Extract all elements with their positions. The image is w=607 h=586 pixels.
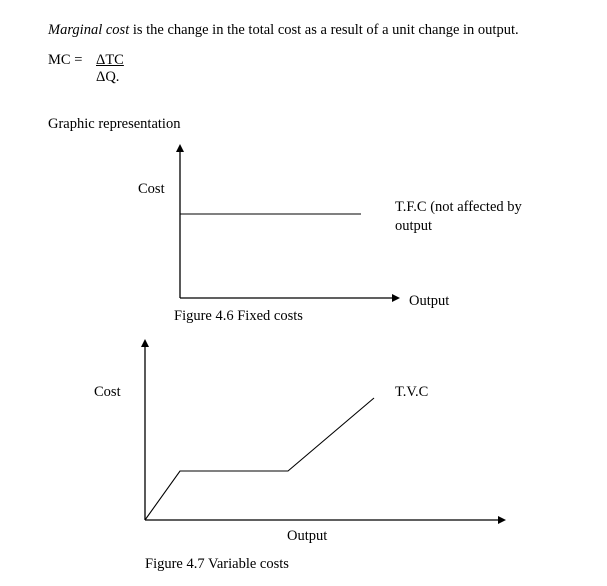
formula-lhs: MC = <box>48 52 83 68</box>
figure-4-7-line-label: T.V.C <box>395 384 429 400</box>
section-heading: Graphic representation <box>48 116 181 132</box>
figure-4-7-xlabel: Output <box>287 528 328 544</box>
formula-numerator: ΔTC <box>96 52 124 68</box>
figure-4-6-ylabel: Cost <box>138 181 165 197</box>
figure-4-7-caption: Figure 4.7 Variable costs <box>145 556 289 572</box>
figure-4-7-tvc-line <box>145 398 374 520</box>
intro-term: Marginal cost <box>48 22 130 38</box>
intro-rest: is the change in the total cost as a result of a unit change in output. <box>129 22 519 38</box>
figure-4-7-ylabel: Cost <box>94 384 121 400</box>
figure-4-6-line-label: T.F.C (not affected by output <box>395 199 522 234</box>
figure-4-6-caption: Figure 4.6 Fixed costs <box>174 308 303 324</box>
formula-denominator: ΔQ. <box>96 69 120 85</box>
figure-4-6-xlabel: Output <box>409 293 450 309</box>
